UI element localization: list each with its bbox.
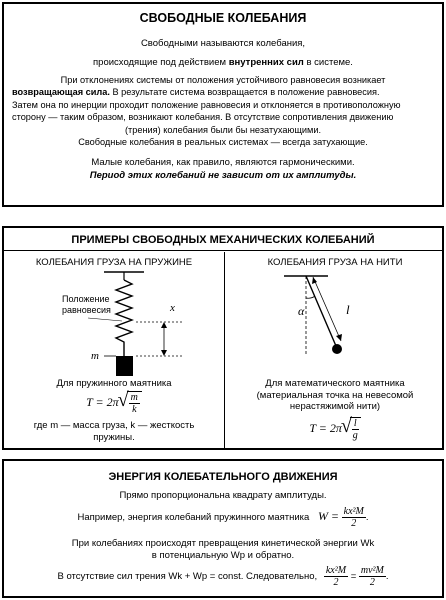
box-free-oscillations [2,2,444,207]
pendulum-thread [306,276,336,346]
pendulum-diagram [226,268,444,378]
box1-par3: Малые колебания, как правило, являются гармоническими. [91,157,355,168]
box3-line4: В отсутствие сил трения Wk + Wp = const. Следовательно, $\frac{\text{kx²M}}{2}$ = $\frac{\text{mv²M}}{2}$ . [57,565,389,588]
box3-title: ЭНЕРГИЯ КОЛЕБАТЕЛЬНОГО ДВИЖЕНИЯ [108,471,338,483]
box1-title: СВОБОДНЫЕ КОЛЕБАНИЯ [139,11,307,25]
box1-par1-e: (трения) колебания были бы незатухающими. [124,124,322,135]
pendulum-formula: T = 2π √ $\frac{l}{g}$ [226,417,444,441]
box3-line3: При колебаниях происходят превращения кинетической энергии Wk в потенциальную Wp и обратно. [71,538,375,561]
label-l: l [346,302,350,317]
spring-coil [116,280,132,356]
label-equilibrium: Положение равновесия [62,294,111,315]
label-x: x [170,302,175,314]
label-m: m [91,350,99,362]
spring-caption: Для пружинного маятника [56,378,172,389]
label-alpha: α [298,304,305,318]
box1-def1: Свободными называются колебания, [140,38,306,49]
pendulum-bob [332,344,342,354]
box1-par1-d: сторону — таким образом, возникают колебания. В отсутствие сопротивления движению [12,112,394,123]
box2-divider [224,252,225,448]
box1-par4: Период этих колебаний не зависит от их амплитуды. [89,170,357,181]
box3-line1: Прямо пропорциональна квадрату амплитуды. [119,490,327,501]
box-examples [2,226,444,450]
box2-title-rule [4,250,442,251]
box1-par1-c: Затем она по инерции проходит положение равновесия и отклоняется в противоположную [12,99,401,110]
pendulum-header: КОЛЕБАНИЯ ГРУЗА НА НИТИ [267,257,403,268]
box3-line2: Например, энергия колебаний пружинного маятника W = $\frac{\text{kx²M}}{2}$ . [77,506,369,529]
box1-def2: происходящие под действием внутренних сил в системе. [93,57,353,68]
spring-note: где m — масса груза, k — жесткость пружины. [33,420,195,443]
spring-formula: T = 2π √ $\frac{m}{k}$ [4,391,224,415]
mass-block [116,356,133,376]
box1-par1-b: возвращающая сила. В результате система возвращается в положение равновесия. [12,87,380,98]
box1-par2: Свободные колебания в реальных системах — всегда затухающие. [78,137,368,148]
pendulum-caption: Для математического маятника (материальная точка на невесомой нерастяжимой нити) [256,378,414,412]
box1-par1-a: При отклонениях системы от положения устойчивого равновесия возникает [60,75,386,85]
box2-title: ПРИМЕРЫ СВОБОДНЫХ МЕХАНИЧЕСКИХ КОЛЕБАНИЙ [71,234,375,246]
box-energy [2,459,444,598]
spring-header: КОЛЕБАНИЯ ГРУЗА НА ПРУЖИНЕ [35,257,193,268]
